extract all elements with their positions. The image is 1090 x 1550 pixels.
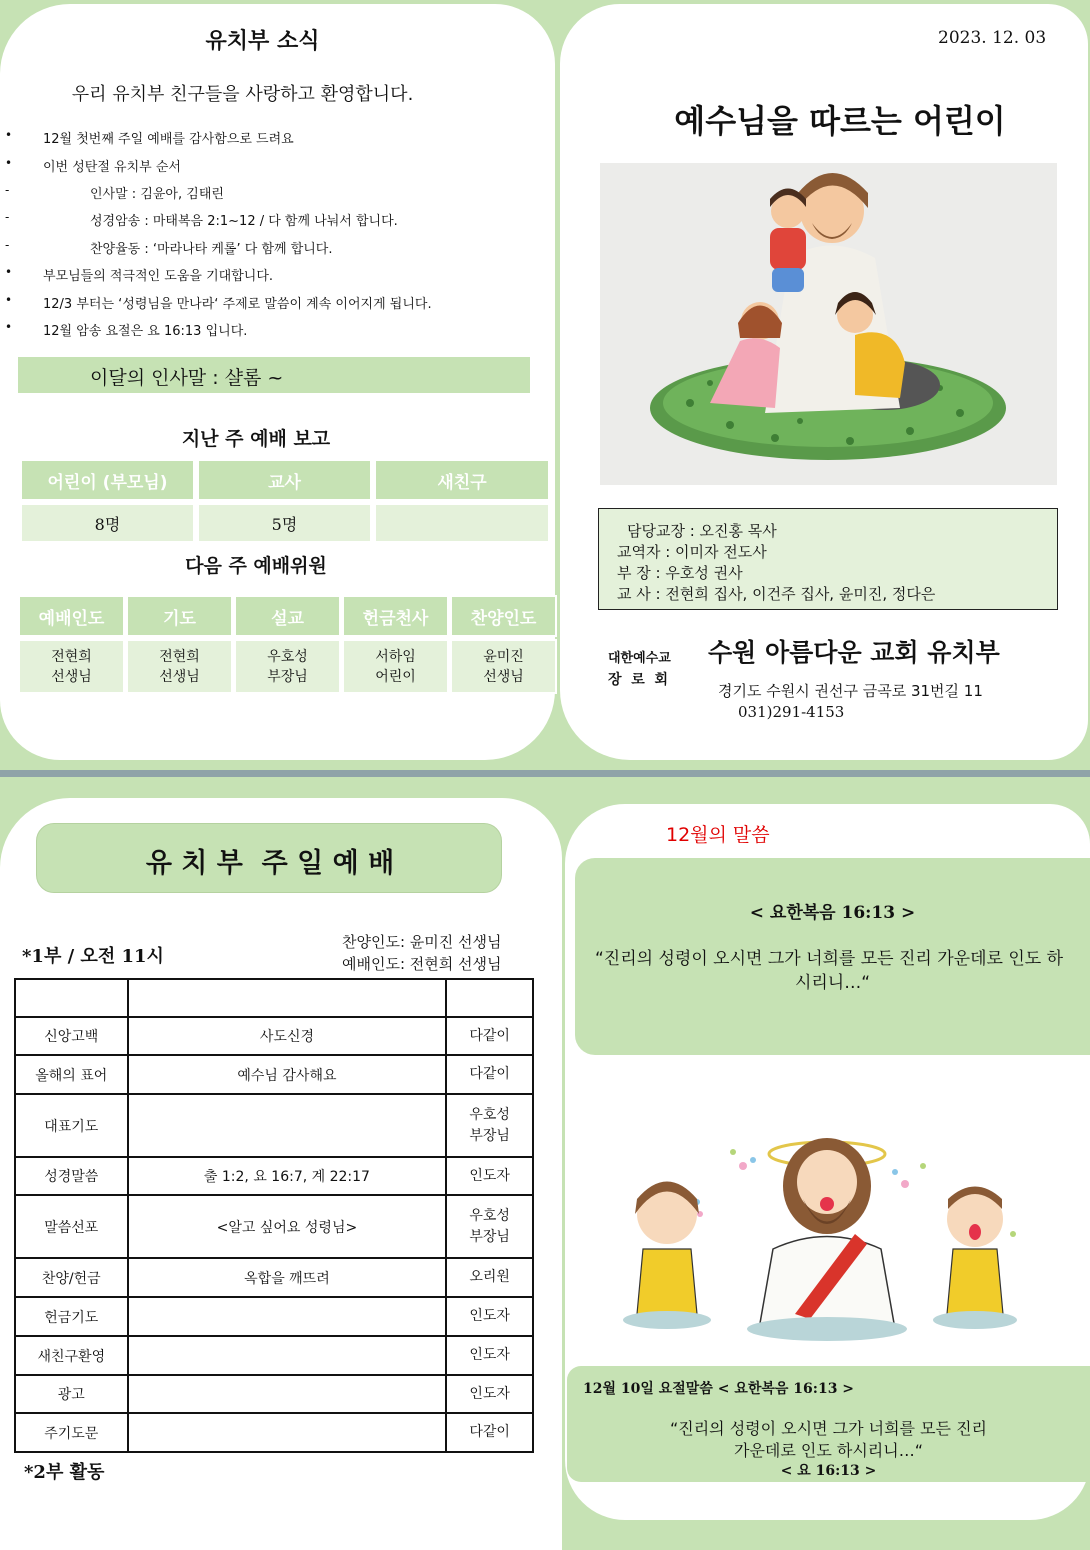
committee-name: 윤미진 선생님 [450,639,557,694]
order-item [15,979,128,1017]
bulletin-date: 2023. 12. 03 [938,28,1047,48]
report-value [374,503,550,543]
word-panel [565,804,1090,1520]
staff-line: 부 장 : 우호성 권사 [617,564,743,582]
praying-svg [605,1114,1045,1354]
news-title: 유치부 소식 [205,29,320,54]
order-item: 광고 [15,1375,128,1413]
order-person: 다같이 [446,1017,533,1055]
order-person: 인도자 [446,1157,533,1195]
order-item: 올해의 표어 [15,1055,128,1094]
order-item: 대표기도 [15,1094,128,1157]
table-row [15,1336,533,1375]
illustration-svg [600,163,1057,485]
order-content: 사도신경 [128,1017,447,1055]
order-content: 출 1:2, 요 16:7, 계 22:17 [128,1157,447,1195]
news-panel [0,4,555,760]
order-content [128,1297,447,1336]
church-phone: 031)291-4153 [738,703,845,721]
worship-leader: 예배인도: 전현희 선생님 [342,955,502,973]
part1-label: *1부 / 오전 11시 [22,946,164,967]
jesus-children-illustration [600,163,1057,485]
staff-box [598,508,1058,610]
order-item: 새친구환영 [15,1336,128,1375]
table-row [15,1258,533,1297]
order-person: 우호성 부장님 [446,1195,533,1258]
order-item: 주기도문 [15,1413,128,1452]
committee-header: 예배인도 [18,595,125,637]
table-row [15,1055,533,1094]
order-content [128,1375,447,1413]
worship-title: 유 치 부 주 일 예 배 [145,848,395,879]
table-row [15,1413,533,1452]
praise-leader: 찬양인도: 윤미진 선생님 [342,933,502,951]
committee-header: 헌금천사 [342,595,449,637]
memory-verse-line: “진리의 성령이 오시면 그가 너희를 모든 진리 [669,1419,987,1438]
worship-order-table [14,978,534,1453]
report-header: 새친구 [374,459,550,501]
table-row [15,979,533,1017]
committee-name: 전현희 선생님 [126,639,233,694]
list-item: • 12월 첫번째 주일 예배를 감사함으로 드려요 [5,128,294,147]
report-header: 어린이 (부모님) [20,459,195,501]
report-title: 지난 주 예배 보고 [181,428,331,450]
greeting-text: 이달의 인사말 : 샬롬 ~ [90,367,284,389]
list-item: • 12월 암송 요절은 요 16:13 입니다. [5,320,248,339]
order-item: 성경말씀 [15,1157,128,1195]
order-content [128,1413,447,1452]
memory-verse-box [567,1366,1090,1482]
table-row [15,1017,533,1055]
order-content: <알고 싶어요 성령님> [128,1195,447,1258]
denomination-line2: 장 로 회 [608,672,669,688]
greeting-bar [18,357,530,393]
order-content [128,1094,447,1157]
table-row [15,1375,533,1413]
staff-line: 교역자 : 이미자 전도사 [617,543,767,561]
table-row [15,1094,533,1157]
list-item: - 성경암송 : 마태복음 2:1~12 / 다 함께 나눠서 합니다. [5,210,398,229]
verse-box [575,858,1090,1055]
report-value: 8명 [20,503,195,543]
order-item: 신앙고백 [15,1017,128,1055]
verse-line: 시리니…“ [794,973,871,993]
table-row [15,1157,533,1195]
verse-line: “진리의 성령이 오시면 그가 너희를 모든 진리 가운데로 인도 하 [595,949,1063,969]
church-address: 경기도 수원시 권선구 금곡로 31번길 11 [718,682,983,700]
memory-verse-heading: 12월 10일 요절말씀 < 요한복음 16:13 > [583,1381,855,1397]
praying-illustration [605,1114,1045,1354]
order-item: 헌금기도 [15,1297,128,1336]
worship-title-box [36,823,502,893]
order-item: 말씀선포 [15,1195,128,1258]
report-value: 5명 [197,503,372,543]
table-row [15,1195,533,1258]
committee-header: 기도 [126,595,233,637]
welcome-text: 우리 유치부 친구들을 사랑하고 환영합니다. [71,84,414,105]
memory-verse-ref: < 요 16:13 > [780,1463,877,1479]
church-name: 수원 아름다운 교회 유치부 [708,638,1000,667]
order-person [446,979,533,1017]
order-content: 옥합을 깨뜨려 [128,1258,447,1297]
committee-name: 우호성 부장님 [234,639,341,694]
report-header: 교사 [197,459,372,501]
list-item: • 부모님들의 적극적인 도움을 기대합니다. [5,265,274,284]
page-divider [0,770,1090,777]
staff-line: 교 사 : 전현희 집사, 이건주 집사, 윤미진, 정다은 [617,585,936,603]
cover-title: 예수님을 따르는 어린이 [674,102,1006,140]
committee-header: 설교 [234,595,341,637]
memory-verse-line: 가운데로 인도 하시리니…“ [733,1441,924,1460]
order-content: 예수님 감사해요 [128,1055,447,1094]
committee-name: 서하임 어린이 [342,639,449,694]
committee-name: 전현희 선생님 [18,639,125,694]
cover-panel [560,4,1088,760]
list-item: - 인사말 : 김윤아, 김태린 [5,183,224,202]
order-person: 인도자 [446,1297,533,1336]
order-person: 다같이 [446,1413,533,1452]
committee-header: 찬양인도 [450,595,557,637]
order-person: 오리원 [446,1258,533,1297]
list-item: • 12/3 부터는 ‘성령님을 만나라‘ 주제로 말씀이 계속 이어지게 됩니다. [5,293,432,312]
order-person: 인도자 [446,1375,533,1413]
committee-title: 다음 주 예배위원 [185,555,327,577]
word-heading: 12월의 말씀 [666,824,770,846]
list-item: • 이번 성탄절 유치부 순서 [5,156,181,175]
table-row [15,1297,533,1336]
denomination-line1: 대한예수교 [608,651,671,666]
order-person: 다같이 [446,1055,533,1094]
order-person: 우호성 부장님 [446,1094,533,1157]
verse-reference: < 요한복음 16:13 > [749,903,916,923]
order-content [128,979,447,1017]
order-item: 찬양/헌금 [15,1258,128,1297]
order-person: 인도자 [446,1336,533,1375]
order-content [128,1336,447,1375]
part2-label: *2부 활동 [24,1462,105,1483]
staff-line: 담당교장 : 오진홍 목사 [627,522,777,540]
list-item: - 찬양율동 : ‘마라나타 케롤’ 다 함께 합니다. [5,238,333,257]
